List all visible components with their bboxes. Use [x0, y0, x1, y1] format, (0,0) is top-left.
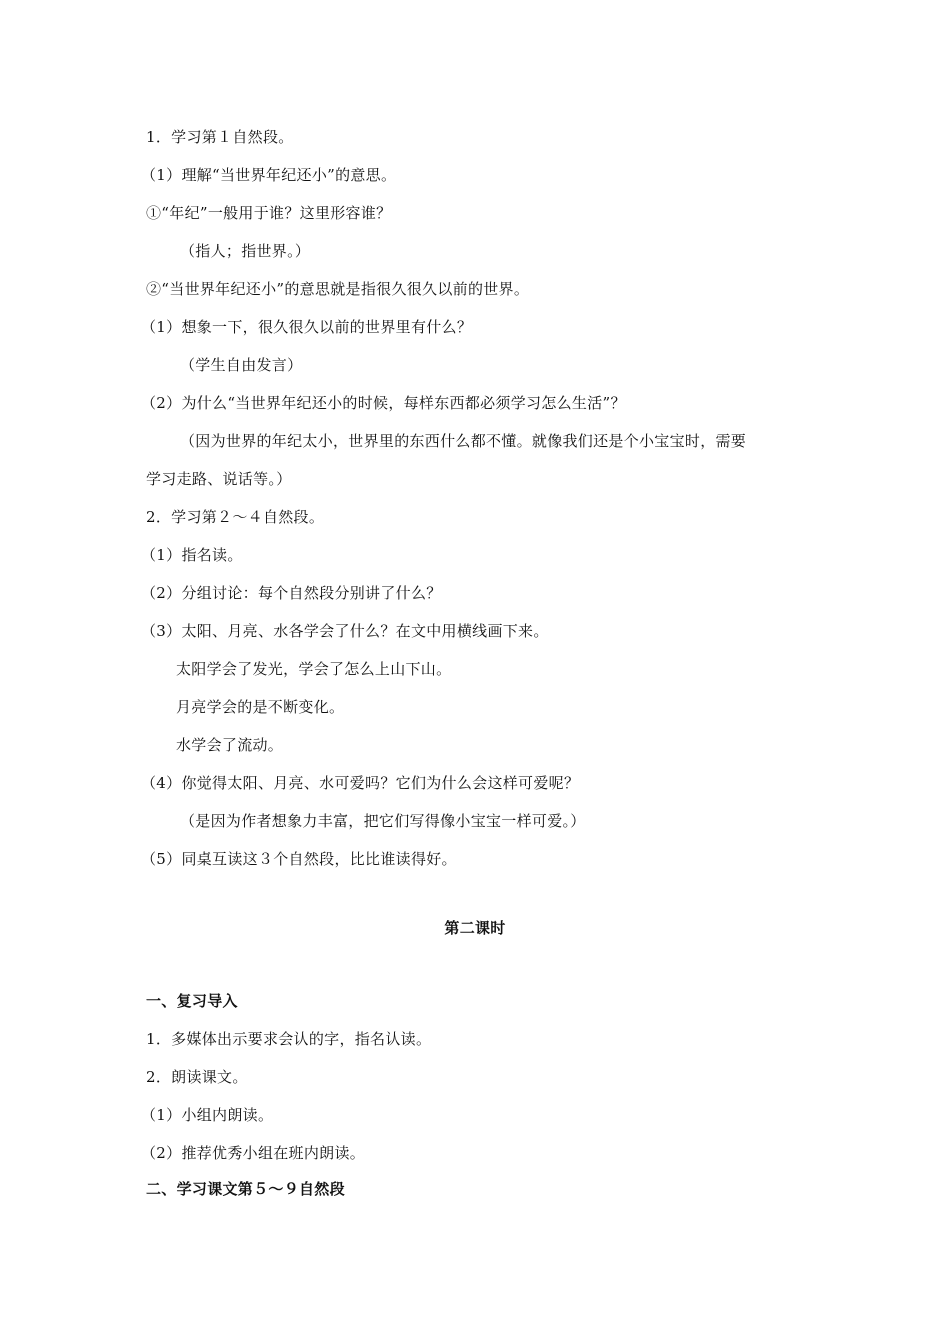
lesson-heading: 第二课时	[444, 919, 506, 937]
answer-why-line1: （因为世界的年纪太小，世界里的东西什么都不懂。就像我们还是个小宝宝时，需要	[180, 432, 747, 450]
sub-item-understand: （1）理解“当世界年纪还小”的意思。	[141, 166, 397, 184]
sub-item-read: （1）指名读。	[141, 546, 243, 564]
review-sub-class: （2）推荐优秀小组在班内朗读。	[141, 1144, 366, 1162]
section-heading-review: 一、复习导入	[146, 992, 238, 1010]
question-age: ①“年纪”一般用于谁？这里形容谁？	[146, 204, 392, 222]
section-item-1: 1．学习第１自然段。	[146, 128, 294, 146]
answer-age: （指人；指世界。）	[180, 242, 311, 260]
sub-item-why: （2）为什么“当世界年纪还小的时候，每样东西都必须学习怎么生活”？	[141, 394, 626, 412]
answer-sun: 太阳学会了发光，学会了怎么上山下山。	[176, 660, 452, 678]
sub-item-partner-read: （5）同桌互读这３个自然段，比比谁读得好。	[141, 850, 457, 868]
sub-item-lovely: （4）你觉得太阳、月亮、水可爱吗？它们为什么会这样可爱呢？	[141, 774, 580, 792]
review-item-2: 2．朗读课文。	[146, 1068, 248, 1086]
answer-water: 水学会了流动。	[176, 736, 284, 754]
sub-item-discuss: （2）分组讨论：每个自然段分别讲了什么？	[141, 584, 442, 602]
review-item-1: 1．多媒体出示要求会认的字，指名认读。	[146, 1030, 432, 1048]
section-item-2: 2．学习第２～４自然段。	[146, 508, 325, 526]
answer-lovely: （是因为作者想象力丰富，把它们写得像小宝宝一样可爱。）	[180, 812, 586, 830]
review-sub-group: （1）小组内朗读。	[141, 1106, 274, 1124]
sub-item-learned: （3）太阳、月亮、水各学会了什么？在文中用横线画下来。	[141, 622, 549, 640]
answer-free-speech: （学生自由发言）	[180, 356, 303, 374]
answer-moon: 月亮学会的是不断变化。	[176, 698, 345, 716]
explanation-meaning: ②“当世界年纪还小”的意思就是指很久很久以前的世界。	[146, 280, 530, 298]
section-heading-study: 二、学习课文第５～９自然段	[146, 1180, 345, 1198]
answer-why-line2: 学习走路、说话等。）	[146, 470, 292, 488]
sub-item-imagine: （1）想象一下，很久很久以前的世界里有什么？	[141, 318, 473, 336]
